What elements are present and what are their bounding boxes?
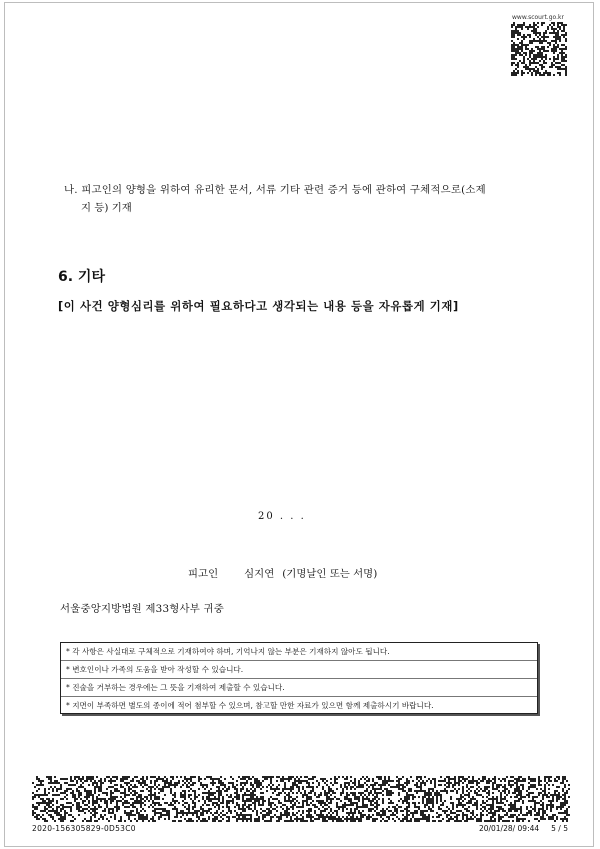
court-addressee: 서울중앙지방법원 제33형사부 귀중 xyxy=(60,603,224,615)
site-url: www.scourt.go.kr xyxy=(512,14,564,21)
security-barcode-image xyxy=(32,776,570,822)
print-stamp xyxy=(479,824,568,833)
notice-item: * 변호인이나 가족의 도움을 받아 작성할 수 있습니다. xyxy=(61,661,537,679)
qr-code-image xyxy=(511,22,567,76)
signature-note: (기명날인 또는 서명) xyxy=(282,568,378,580)
notice-item: * 진술을 거부하는 경우에는 그 뜻을 기재하여 제출할 수 있습니다. xyxy=(61,679,537,697)
page-number: 5 / 5 xyxy=(551,824,568,833)
page-border xyxy=(4,2,594,847)
section-na-line1: 나. 피고인의 양형을 위하여 유리한 문서, 서류 기타 관련 증거 등에 관하여 구체적으로(소제 xyxy=(64,184,486,196)
signature-line xyxy=(188,565,377,580)
notice-item: * 지면이 부족하면 별도의 종이에 적어 첨부할 수 있으며, 참고할 만한 자료가 있으면 함께 제출하시기 바랍니다. xyxy=(66,701,434,710)
notice-item: * 각 사항은 사실대로 구체적으로 기재하여야 하며, 기억나지 않는 부분은 기재하지 않아도 됩니다. xyxy=(61,643,537,661)
date-line: 20 . . . xyxy=(258,511,306,522)
section-6-subtitle: [이 사건 양형심리를 위하여 필요하다고 생각되는 내용 등을 자유롭게 기재] xyxy=(58,299,459,313)
document-id: 2020-156305829-0D53C0 xyxy=(32,824,136,833)
section-6-title: 6. 기타 xyxy=(58,269,105,285)
signer-role: 피고인 xyxy=(188,568,219,580)
section-na-line2: 지 등) 기재 xyxy=(81,202,132,214)
signer-name: 심지연 xyxy=(244,568,275,580)
notice-box xyxy=(60,642,538,714)
timestamp: 20/01/28/ 09:44 xyxy=(478,824,540,833)
